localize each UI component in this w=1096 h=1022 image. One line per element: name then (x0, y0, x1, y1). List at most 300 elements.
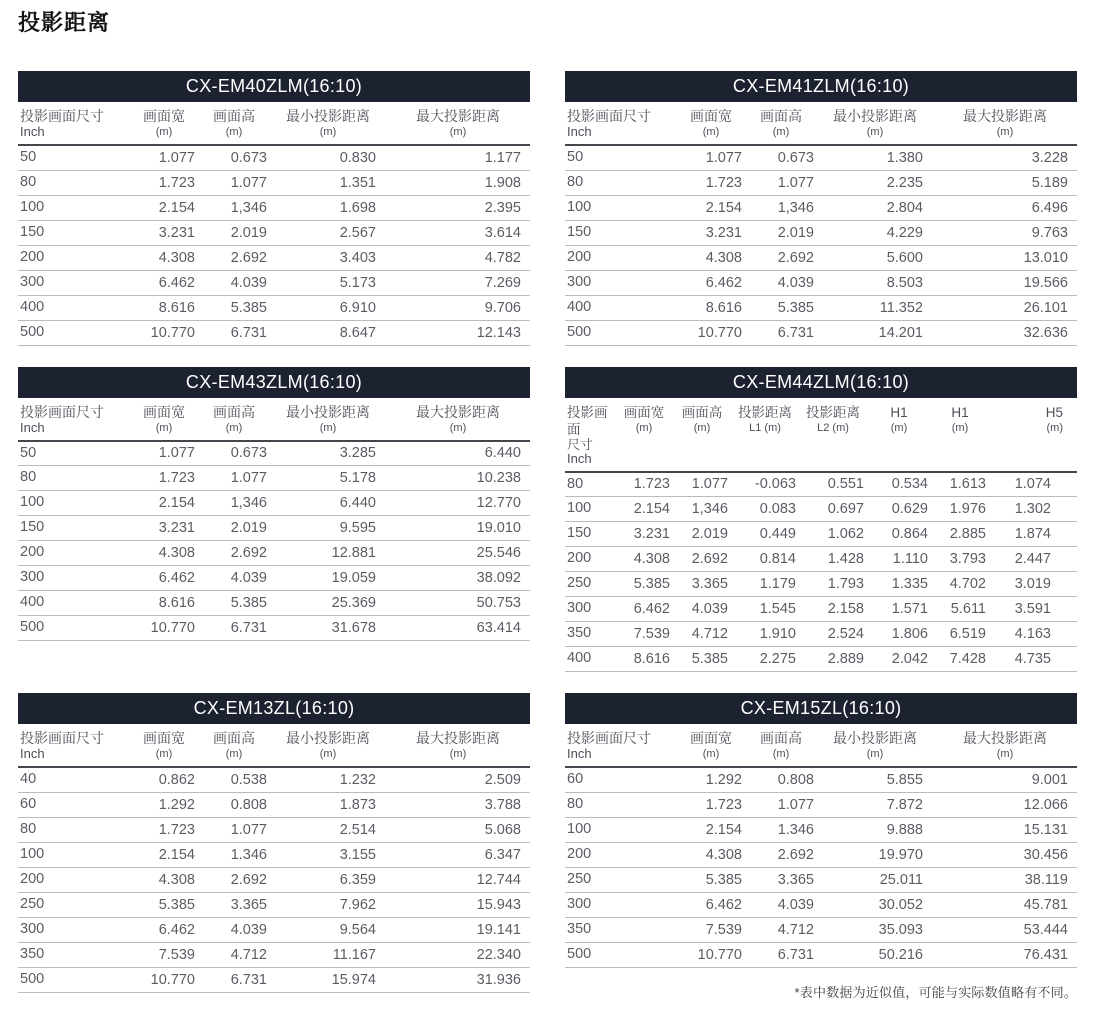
column-header-label: 最大投影距离 (963, 108, 1047, 124)
value-cell: 7.269 (484, 274, 521, 291)
value-cell: 8.616 (158, 299, 195, 316)
size-inch-cell: 500 (567, 323, 592, 340)
column-header-unit: Inch (20, 746, 45, 761)
column-header-label: 最大投影距离 (963, 730, 1047, 746)
column-header-row (18, 398, 530, 441)
column-header-unit: (m) (702, 748, 720, 760)
value-cell: 2.154 (158, 199, 195, 216)
table-cx-em43zlm (18, 367, 530, 642)
table-title-bar: CX-EM41ZLM(16:10) (565, 71, 1077, 102)
value-cell: 0.673 (777, 149, 814, 166)
value-cell: 2.019 (230, 224, 267, 241)
table-cx-em41zlm (565, 71, 1077, 346)
value-cell: 2.509 (484, 771, 521, 788)
column-header-label: 画面高 (213, 403, 255, 420)
column-header-unit: (m) (449, 126, 467, 138)
size-inch-cell: 250 (567, 575, 592, 591)
value-cell: 1.723 (158, 821, 195, 838)
value-cell: 4.702 (949, 576, 986, 592)
column-header (677, 724, 745, 767)
column-header-unit: Inch (20, 419, 45, 435)
column-header-row (18, 102, 530, 145)
value-cell: 14.201 (878, 324, 923, 341)
column-header-unit: (m) (951, 421, 969, 434)
value-cell: 4.039 (777, 896, 814, 913)
value-cell: 4.308 (633, 551, 670, 567)
value-cell: 0.673 (230, 149, 267, 166)
projection-table (565, 724, 1077, 968)
value-cell: 1.380 (886, 149, 923, 166)
value-cell: 1.346 (777, 821, 814, 838)
table-row (565, 270, 1077, 295)
column-header-unit: (m) (890, 421, 908, 434)
value-cell: 5.385 (158, 896, 195, 913)
value-cell: 4.039 (230, 274, 267, 291)
table-row (18, 220, 530, 245)
column-header-label: 最小投影距离 (286, 403, 370, 420)
value-cell: 5.855 (886, 771, 923, 788)
value-cell: 2.692 (230, 871, 267, 888)
value-cell: 13.010 (1023, 249, 1068, 266)
value-cell: 1.179 (759, 576, 796, 592)
column-header (18, 398, 130, 441)
value-cell: 11.167 (332, 946, 376, 963)
value-cell: 0.830 (339, 149, 376, 166)
table-row (565, 917, 1077, 942)
size-inch-cell: 350 (567, 625, 592, 641)
value-cell: 6.462 (633, 601, 670, 617)
table-row (18, 967, 530, 992)
value-cell: 6.731 (777, 946, 814, 963)
value-cell: 25.011 (879, 871, 923, 888)
table-row (18, 195, 530, 220)
value-cell: 1.908 (484, 174, 521, 191)
value-cell: 26.101 (1023, 299, 1068, 316)
table-cx-em13zl (18, 693, 530, 993)
value-cell: 4.735 (1014, 651, 1051, 667)
value-cell: 2.154 (705, 199, 742, 216)
table-row (18, 917, 530, 942)
table-row (18, 541, 530, 566)
value-cell: 1.698 (339, 199, 376, 216)
column-header-unit: (m) (693, 421, 711, 434)
size-inch-cell: 200 (20, 870, 45, 887)
column-header-row (18, 724, 530, 767)
value-cell: 1.873 (339, 796, 376, 813)
column-header (565, 398, 615, 472)
column-header-unit: L2 (m) (817, 421, 849, 434)
column-header (615, 398, 673, 472)
size-inch-cell: 150 (567, 223, 592, 240)
value-cell: 53.444 (1023, 921, 1068, 938)
value-cell: 50.753 (476, 595, 521, 611)
column-header-label: 画面宽 (143, 108, 185, 124)
table-row (18, 516, 530, 541)
bottom-right-cell (565, 693, 1077, 1001)
column-header (565, 102, 677, 145)
value-cell: 3.231 (158, 520, 195, 536)
size-inch-cell: 100 (20, 198, 45, 215)
column-header-unit: L1 (m) (749, 421, 781, 434)
column-header (799, 398, 867, 472)
column-header-unit: (m) (866, 748, 884, 760)
value-cell: 1.910 (759, 626, 796, 642)
column-header (18, 102, 130, 145)
table-row (565, 892, 1077, 917)
table-row (565, 867, 1077, 892)
value-cell: 1.723 (158, 174, 195, 191)
size-inch-cell: 200 (567, 248, 592, 265)
value-cell: 2.885 (949, 526, 986, 542)
column-header-label: 投影距离 (738, 404, 792, 420)
column-header (198, 398, 270, 441)
column-header-unit: (m) (996, 748, 1014, 760)
value-cell: 3.403 (339, 249, 376, 266)
value-cell: 5.385 (230, 299, 267, 316)
value-cell: 5.385 (705, 871, 742, 888)
value-cell: 1.613 (949, 476, 986, 493)
table-cx-em44zlm (565, 367, 1077, 673)
value-cell: 6.440 (484, 445, 521, 462)
table-row (565, 647, 1077, 672)
size-inch-cell: 80 (567, 173, 584, 190)
column-header (198, 724, 270, 767)
value-cell: 5.385 (230, 595, 267, 611)
table-row (18, 591, 530, 616)
value-cell: 1.292 (705, 771, 742, 788)
value-cell: 2.042 (891, 651, 928, 667)
size-inch-cell: 80 (567, 475, 584, 492)
value-cell: 6.731 (230, 620, 267, 636)
size-inch-cell: 500 (567, 945, 592, 962)
table-row (18, 942, 530, 967)
value-cell: 1.062 (827, 526, 864, 542)
value-cell: 1.232 (339, 771, 376, 788)
size-inch-cell: 350 (567, 920, 592, 937)
value-cell: 4.039 (777, 274, 814, 291)
size-inch-cell: 100 (567, 820, 592, 837)
value-cell: 3.365 (230, 896, 267, 913)
value-cell: 5.178 (339, 470, 376, 486)
column-header-label: 投影画面尺寸 (20, 730, 104, 746)
value-cell: 1.428 (827, 551, 864, 567)
value-cell: 0.629 (891, 501, 928, 517)
column-header-unit: (m) (155, 421, 173, 434)
value-cell: 10.770 (150, 324, 195, 341)
value-cell: 1.074 (1014, 476, 1051, 493)
value-cell: 4.308 (705, 249, 742, 266)
value-cell: 15.943 (476, 896, 521, 913)
size-inch-cell: 60 (567, 771, 584, 787)
value-cell: 10.238 (476, 470, 521, 486)
table-title-bar: CX-EM13ZL(16:10) (18, 693, 530, 724)
size-inch-cell: 500 (20, 970, 45, 987)
column-header-label: H5 (1045, 404, 1063, 420)
column-header (565, 724, 677, 767)
value-cell: 8.616 (158, 595, 195, 611)
column-header-label: 画面高 (213, 108, 255, 124)
column-header (745, 102, 817, 145)
value-cell: 4.229 (886, 224, 923, 241)
value-cell: 2.692 (230, 249, 267, 266)
value-cell: 10.770 (697, 946, 742, 963)
column-header-label: 画面高 (760, 108, 802, 124)
value-cell: 5.385 (777, 299, 814, 316)
value-cell: 10.770 (150, 620, 195, 636)
value-cell: 1.077 (230, 821, 267, 838)
value-cell: 3.365 (691, 576, 728, 592)
value-cell: 19.141 (476, 921, 521, 938)
value-cell: 5.173 (339, 274, 376, 291)
size-inch-cell: 350 (20, 945, 45, 962)
value-cell: 1.723 (158, 470, 195, 486)
column-header-label: 最小投影距离 (833, 730, 917, 746)
value-cell: 1.077 (230, 470, 267, 486)
table-row (18, 867, 530, 892)
table-row (565, 547, 1077, 572)
table-title-bar: CX-EM40ZLM(16:10) (18, 71, 530, 102)
value-cell: 1.976 (949, 501, 986, 517)
column-header-unit: Inch (20, 124, 45, 139)
column-header-label: 投影画面 (567, 404, 608, 437)
value-cell: 2.275 (759, 651, 796, 667)
column-header (989, 398, 1077, 472)
size-inch-cell: 50 (20, 149, 37, 165)
value-cell: 7.962 (339, 896, 376, 913)
column-header-unit: Inch (567, 124, 592, 139)
table-row (565, 295, 1077, 320)
projection-table (18, 102, 530, 346)
table-row (18, 245, 530, 270)
column-header (745, 724, 817, 767)
column-header-unit: (m) (225, 421, 243, 434)
value-cell: 2.154 (158, 846, 195, 863)
column-header-row (565, 398, 1077, 472)
size-inch-cell: 250 (20, 895, 45, 912)
size-inch-cell: 80 (567, 795, 584, 812)
value-cell: 9.001 (1031, 771, 1068, 788)
column-header-label: 画面宽 (690, 730, 732, 746)
value-cell: 2.692 (777, 846, 814, 863)
table-row (18, 441, 530, 466)
column-header-unit: (m) (319, 126, 337, 138)
value-cell: 9.706 (484, 299, 521, 316)
value-cell: 1.077 (230, 174, 267, 191)
value-cell: 4.308 (158, 545, 195, 561)
size-inch-cell: 100 (20, 494, 45, 510)
value-cell: 10.770 (697, 324, 742, 341)
value-cell: 4.308 (158, 871, 195, 888)
table-row (565, 817, 1077, 842)
column-header-label: 最大投影距离 (416, 108, 500, 124)
value-cell: 8.616 (705, 299, 742, 316)
table-row (565, 320, 1077, 345)
value-cell: 1,346 (230, 199, 267, 216)
value-cell: 3.793 (949, 551, 986, 567)
value-cell: 30.456 (1023, 846, 1068, 863)
value-cell: 38.092 (476, 570, 521, 586)
value-cell: 1.335 (891, 576, 928, 592)
value-cell: 0.697 (827, 501, 864, 517)
projection-table (18, 724, 530, 993)
value-cell: 6.731 (230, 324, 267, 341)
size-inch-cell: 50 (567, 149, 584, 165)
value-cell: 3.228 (1031, 149, 1068, 166)
column-header (270, 724, 386, 767)
table-cx-em15zl (565, 693, 1077, 968)
value-cell: 1.077 (777, 796, 814, 813)
value-cell: 7.539 (633, 626, 670, 642)
value-cell: 2.019 (777, 224, 814, 241)
size-inch-cell: 100 (20, 845, 45, 862)
value-cell: 2.804 (886, 199, 923, 216)
value-cell: 0.538 (230, 771, 267, 788)
column-header-label: 画面宽 (690, 108, 732, 124)
size-inch-cell: 100 (567, 500, 592, 516)
value-cell: 0.083 (759, 501, 796, 517)
table-row (565, 220, 1077, 245)
size-inch-cell: 400 (567, 650, 592, 666)
value-cell: 1.723 (633, 476, 670, 493)
value-cell: 1.302 (1014, 501, 1051, 517)
column-header-label: 最小投影距离 (833, 108, 917, 124)
column-header-unit: (m) (319, 748, 337, 760)
value-cell: 1.874 (1014, 526, 1051, 542)
value-cell: 0.449 (759, 526, 796, 542)
value-cell: 0.534 (891, 476, 928, 493)
value-cell: 1.177 (484, 149, 521, 166)
value-cell: 0.808 (230, 796, 267, 813)
value-cell: 6.359 (339, 871, 376, 888)
column-header (867, 398, 931, 472)
size-inch-cell: 500 (20, 619, 45, 635)
projection-table (18, 398, 530, 642)
column-header-label: 最大投影距离 (416, 730, 500, 746)
value-cell: 2.019 (691, 526, 728, 542)
value-cell: 15.131 (1023, 821, 1068, 838)
column-header (130, 102, 198, 145)
column-header-unit: 尺寸Inch (567, 436, 594, 466)
table-row (18, 466, 530, 491)
value-cell: 12.770 (476, 495, 521, 511)
column-header-unit: (m) (1046, 421, 1063, 434)
value-cell: 9.564 (339, 921, 376, 938)
value-cell: 6.462 (705, 274, 742, 291)
value-cell: 25.369 (331, 595, 376, 611)
column-header-label: 最大投影距离 (416, 403, 500, 420)
column-header-label: 画面高 (760, 730, 802, 746)
column-header-unit: (m) (772, 126, 790, 138)
value-cell: 30.052 (878, 896, 923, 913)
value-cell: 35.093 (878, 921, 923, 938)
value-cell: 2.019 (230, 520, 267, 536)
value-cell: 5.189 (1031, 174, 1068, 191)
value-cell: 4.163 (1014, 626, 1051, 642)
value-cell: 3.285 (339, 445, 376, 462)
column-header-label: 投影画面尺寸 (20, 108, 104, 124)
value-cell: 38.119 (1024, 871, 1068, 888)
column-header-label: 投影距离 (806, 404, 860, 420)
value-cell: 1.545 (759, 601, 796, 617)
value-cell: 7.872 (886, 796, 923, 813)
value-cell: 2.692 (777, 249, 814, 266)
table-row (18, 792, 530, 817)
table-row (565, 792, 1077, 817)
value-cell: 32.636 (1023, 324, 1068, 341)
value-cell: 4.712 (777, 921, 814, 938)
value-cell: 4.782 (484, 249, 521, 266)
table-row (565, 245, 1077, 270)
value-cell: 19.059 (331, 570, 376, 586)
value-cell: 11.352 (879, 299, 923, 316)
tables-grid (18, 71, 1077, 1001)
value-cell: 2.154 (705, 821, 742, 838)
value-cell: 1,346 (230, 495, 267, 511)
table-row (18, 145, 530, 170)
size-inch-cell: 300 (567, 895, 592, 912)
value-cell: 0.862 (158, 771, 195, 788)
approximation-footnote: *表中数据为近似值，可能与实际数值略有不同。 (794, 984, 1077, 1000)
column-header-label: H1 (890, 404, 908, 420)
value-cell: 6.496 (1031, 199, 1068, 216)
value-cell: 6.462 (705, 896, 742, 913)
value-cell: 1.292 (158, 796, 195, 813)
size-inch-cell: 150 (20, 223, 45, 240)
size-inch-cell: 200 (567, 550, 592, 566)
table-row (18, 566, 530, 591)
column-header (386, 102, 530, 145)
column-header-unit: (m) (635, 421, 653, 434)
value-cell: 2.154 (633, 501, 670, 517)
value-cell: 1.723 (705, 174, 742, 191)
column-header (270, 102, 386, 145)
column-header (130, 724, 198, 767)
value-cell: 1.077 (777, 174, 814, 191)
column-header-row (565, 724, 1077, 767)
size-inch-cell: 300 (20, 920, 45, 937)
value-cell: 22.340 (476, 946, 521, 963)
column-header (673, 398, 731, 472)
value-cell: 6.462 (158, 274, 195, 291)
column-header-label: 投影画面尺寸 (567, 108, 651, 124)
column-header-label: H1 (951, 404, 969, 420)
value-cell: 3.019 (1014, 576, 1051, 592)
value-cell: 12.143 (476, 324, 521, 341)
size-inch-cell: 250 (567, 870, 592, 887)
table-row (565, 472, 1077, 497)
size-inch-cell: 300 (20, 569, 45, 585)
column-header (933, 724, 1077, 767)
table-row (565, 522, 1077, 547)
table-row (565, 572, 1077, 597)
size-inch-cell: 200 (20, 248, 45, 265)
column-header-label: 最小投影距离 (286, 730, 370, 746)
column-header (931, 398, 989, 472)
value-cell: 1.077 (691, 476, 728, 493)
value-cell: 6.462 (158, 921, 195, 938)
projection-table (565, 398, 1077, 673)
value-cell: 6.519 (949, 626, 986, 642)
table-row (18, 842, 530, 867)
table-row (565, 145, 1077, 170)
value-cell: 7.428 (949, 651, 986, 667)
table-row (18, 270, 530, 295)
table-row (565, 195, 1077, 220)
value-cell: 4.712 (691, 626, 728, 642)
column-header (933, 102, 1077, 145)
value-cell: 15.974 (331, 971, 376, 988)
value-cell: 2.692 (691, 551, 728, 567)
